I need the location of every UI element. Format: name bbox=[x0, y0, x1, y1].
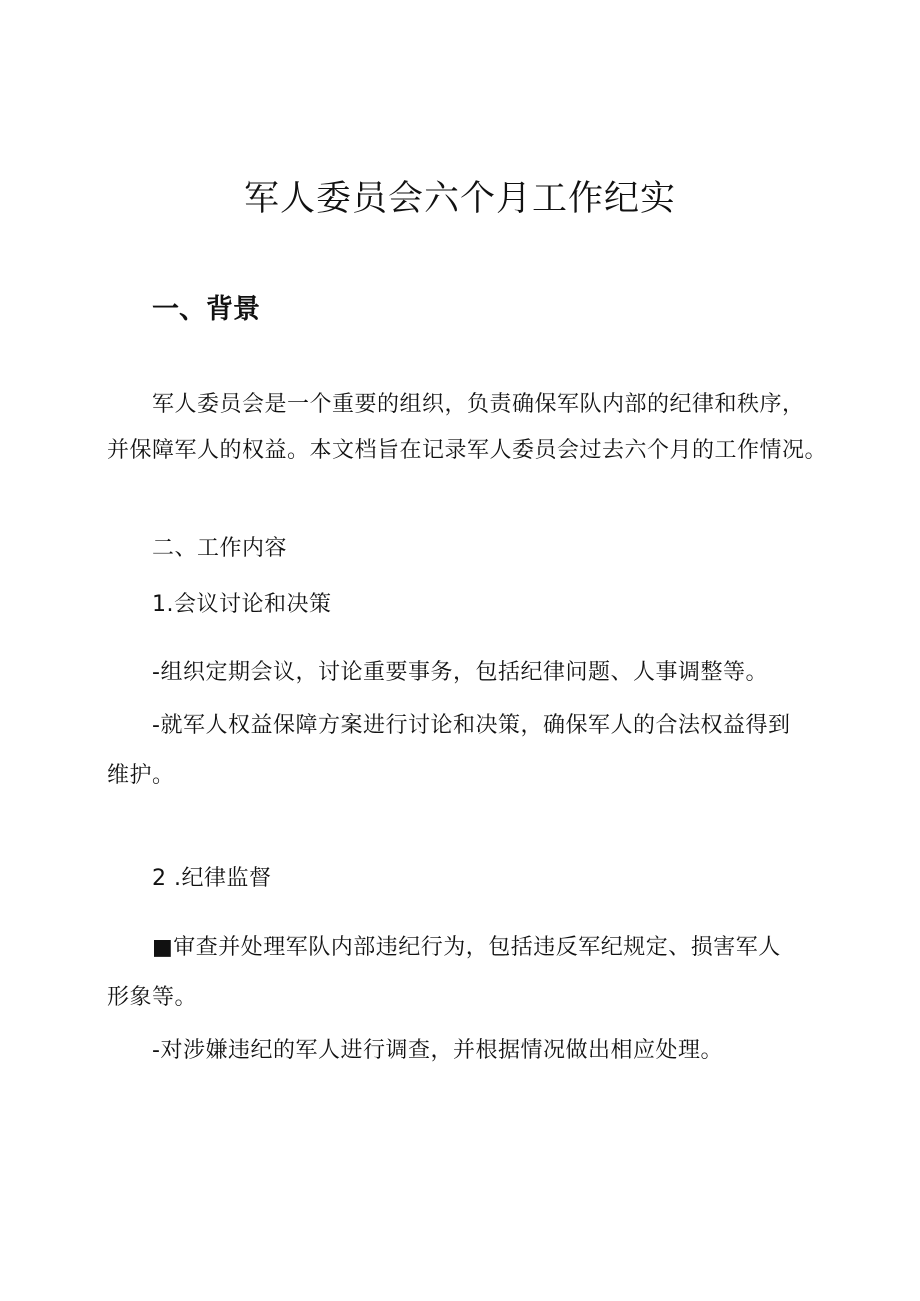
list-item: -对涉嫌违纪的军人进行调查，并根据情况做出相应处理。 bbox=[152, 1038, 723, 1063]
background-paragraph-line-2: 并保障军人的权益。本文档旨在记录军人委员会过去六个月的工作情况。 bbox=[107, 438, 828, 463]
list-item: -就军人权益保障方案进行讨论和决策，确保军人的合法权益得到 bbox=[152, 713, 791, 738]
list-item: ■审查并处理军队内部违纪行为，包括违反军纪规定、损害军人 bbox=[152, 935, 781, 960]
list-item-continuation: 维护。 bbox=[107, 763, 175, 788]
subsection-heading-meetings: 1.会议讨论和决策 bbox=[152, 592, 332, 617]
section-heading-work-content: 二、工作内容 bbox=[152, 536, 288, 561]
document-title: 军人委员会六个月工作纪实 bbox=[243, 179, 676, 219]
background-paragraph-line-1: 军人委员会是一个重要的组织，负责确保军队内部的纪律和秩序， bbox=[152, 392, 805, 417]
subsection-heading-discipline: 2 .纪律监督 bbox=[152, 866, 272, 891]
list-item: -组织定期会议，讨论重要事务，包括纪律问题、人事调整等。 bbox=[152, 660, 768, 685]
list-item-continuation: 形象等。 bbox=[107, 985, 198, 1010]
section-heading-background: 一、背景 bbox=[152, 294, 260, 325]
